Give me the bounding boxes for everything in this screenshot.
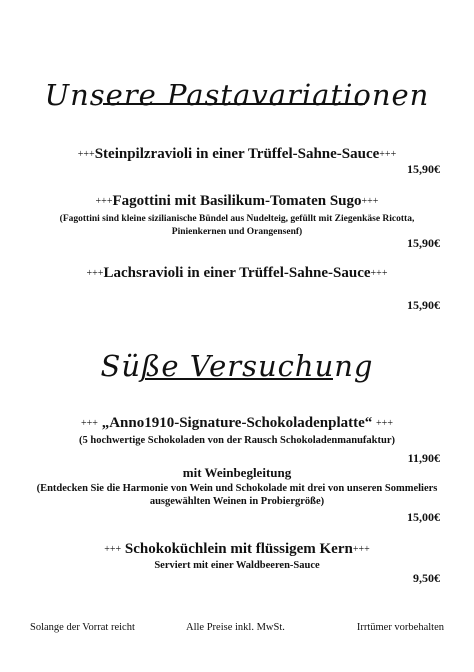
wine-pairing-description: (Entdecken Sie die Harmonie von Wein und Schokolade mit drei von unseren Sommeliers ausgewählten Weinen in Probiergröße) xyxy=(36,483,438,507)
footer-disclaimer: Irrtümer vorbehalten xyxy=(356,622,444,633)
item-description: (Fagottini sind kleine sizilianische Bündel aus Nudelteig, gefüllt mit Ziegenkäse Ricotta, Pinienkernen und Orangensenf) xyxy=(59,214,415,237)
item-name: Schokoküchlein mit flüssigem Kern xyxy=(124,541,353,557)
pasta-title-underline xyxy=(103,103,365,105)
footer-availability-note: Solange der Vorrat reicht xyxy=(30,622,135,633)
item-name: Lachsravioli in einer Trüffel-Sahne-Sauce xyxy=(103,265,371,281)
wine-pairing-option: mit Weinbegleitung xyxy=(182,465,292,480)
item-price: 15,90€ xyxy=(407,236,440,250)
item-prefix: +++ xyxy=(104,544,122,555)
item-suffix: +++ xyxy=(361,196,379,207)
item-price: 15,90€ xyxy=(407,162,440,176)
item-description: (5 hochwertige Schokoladen von der Rausch Schokoladenmanufaktur) xyxy=(78,435,395,446)
item-name: Steinpilzravioli in einer Trüffel-Sahne-Sauce xyxy=(94,146,380,162)
item-prefix: +++ xyxy=(86,268,104,279)
item-prefix: +++ xyxy=(95,196,113,207)
item-name: Fagottini mit Basilikum-Tomaten Sugo xyxy=(112,193,362,209)
item-price: 9,50€ xyxy=(413,571,440,585)
item-prefix: +++ xyxy=(77,149,95,160)
item-name: „Anno1910-Signature-Schokoladenplatte“ xyxy=(101,415,373,431)
item-price: 15,90€ xyxy=(407,298,440,312)
item-suffix: +++ xyxy=(379,149,397,160)
item-suffix: +++ xyxy=(376,418,393,429)
pasta-item-fagottini xyxy=(0,193,474,210)
item-prefix: +++ xyxy=(81,418,98,429)
footer-price-note: Alle Preise inkl. MwSt. xyxy=(186,622,285,633)
dessert-item-schokoladenplatte xyxy=(0,415,474,432)
item-description: Serviert mit einer Waldbeeren-Sauce xyxy=(154,560,320,571)
item-price: 11,90€ xyxy=(407,451,440,465)
item-suffix: +++ xyxy=(370,268,388,279)
item-suffix: +++ xyxy=(352,544,370,555)
wine-pairing-price: 15,00€ xyxy=(407,510,440,524)
dessert-section-title: Süße Versuchung xyxy=(100,349,374,383)
pasta-item-steinpilzravioli xyxy=(0,146,474,163)
pasta-item-lachsravioli xyxy=(0,265,474,282)
pasta-section-title: Unsere Pastavariationen xyxy=(44,78,430,112)
dessert-item-schokokuechlein xyxy=(0,541,474,558)
dessert-title-underline xyxy=(145,378,333,380)
